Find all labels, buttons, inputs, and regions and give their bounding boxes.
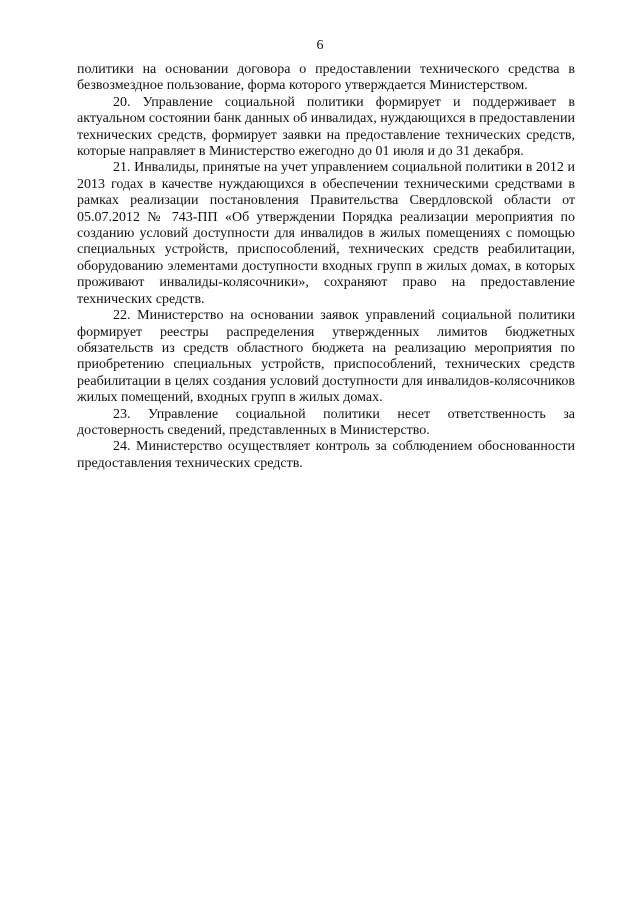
paragraph-24: 24. Министерство осуществляет контроль за соблюдением обоснованности предоставления технических средств. — [77, 439, 575, 471]
paragraph-21: 21. Инвалиды, принятые на учет управлением социальной политики в 2012 и 2013 годах в качестве нуждающихся в обеспечении техническими средствами в рамках реализации постановления Правительства Свердловской области от 05.07.2012 № 743-ПП «Об утверждении Порядка реализации мероприятия по созданию условий доступности для инвалидов в жилых помещениях с помощью специальных устройств, приспособлений, технических средств реабилитации, оборудованию элементами доступности входных групп в жилых домах, в которых проживают инвалиды-колясочники», сохраняют право на предоставление технических средств. — [77, 160, 575, 307]
paragraph-20: 20. Управление социальной политики формирует и поддерживает в актуальном состоянии банк данных об инвалидах, нуждающихся в предоставлении технических средств, формирует заявки на предоставление технических средств, которые направляет в Министерство ежегодно до 01 июля и до 31 декабря. — [77, 94, 575, 160]
page-number: 6 — [316, 38, 324, 53]
document-body — [77, 62, 575, 472]
paragraph-continued: политики на основании договора о предоставлении технического средства в безвозмездное пользование, форма которого утверждается Министерством. — [77, 62, 575, 94]
paragraph-23: 23. Управление социальной политики несет ответственность за достоверность сведений, представленных в Министерство. — [77, 406, 575, 438]
paragraph-22: 22. Министерство на основании заявок управлений социальной политики формирует реестры распределения утвержденных лимитов бюджетных обязательств из средств областного бюджета на реализацию мероприятия по приобретению специальных устройств, приспособлений, технических средств реабилитации в целях создания условий доступности для инвалидов-колясочников жилых помещений, входных групп в жилых домах. — [77, 308, 575, 406]
